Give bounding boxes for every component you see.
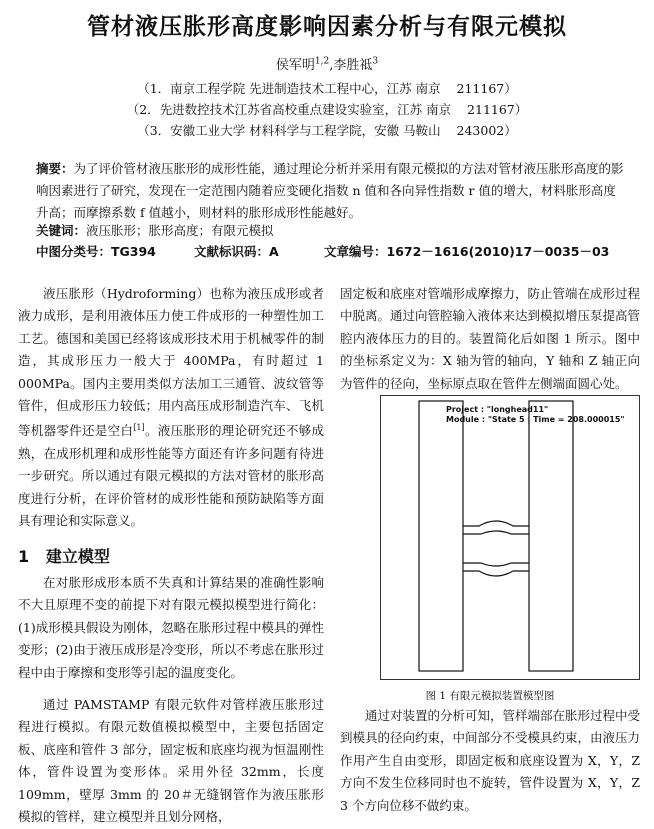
affiliation: （2．先进数控技术江苏省高校重点建设实验室，江苏 南京 211167） xyxy=(126,102,528,117)
keywords-text: 液压胀形；胀形高度；有限元模拟 xyxy=(86,223,274,238)
intro-text: 液压胀形（Hydroforming）也称为液压成形或者液力成形，是利用液体压力使工件成形的一种塑性加工工艺。德国和美国已经将该成形技术用于机械零件的制造，其成形压力一般大于 400MPa，有时超过 1 000MPa。国内主要用类似方法加工三通管、波纹管等管件，但成形压力较低；用内高压成形制造汽车、飞机等机器零件还是空白 xyxy=(18,286,324,439)
section-heading: 1 建立模型 xyxy=(18,547,110,566)
affiliation: （1．南京工程学院 先进制造技术工程中心，江苏 南京 211167） xyxy=(137,81,517,96)
author-name: 李胜祗 xyxy=(333,58,373,73)
clc-number: 中图分类号：TG394 xyxy=(36,244,156,259)
body-paragraph: 通过对装置的分析可知，管样端部在胀形过程中受到模具的径向约束，中间部分不受模具约束，由液压力作用产生自由变形，即固定板和底座设置为 X，Y，Z 方向不发生位移同时也不旋转，管件设置为 X，Y，Z 3 个方向位移不做约束。 xyxy=(340,708,641,813)
tube-inner-bottom xyxy=(463,563,529,566)
author-separator: , xyxy=(329,58,334,73)
tube-bottom-edge xyxy=(463,571,529,576)
die-model-drawing xyxy=(381,396,639,679)
article-number: 文章编号：1672－1616(2010)17－0035－03 xyxy=(324,244,610,259)
abstract-label: 摘要： xyxy=(36,161,74,176)
affiliation: （3．安徽工业大学 材料科学与工程学院，安徽 马鞍山 243002） xyxy=(137,123,517,138)
left-fixed-plate xyxy=(419,401,463,671)
model-figure xyxy=(380,395,640,680)
document-code: 文献标识码：A xyxy=(194,244,279,259)
tube-top-edge xyxy=(463,521,529,526)
tube-inner-top xyxy=(463,531,529,534)
body-paragraph: 固定板和底座对管端形成摩擦力，防止管端在成形过程中脱离。通过向管腔输入液体来达到模拟增压泵提高管腔内液体压力的目的。装置简化后如图 1 所示。图中的坐标系定义为：X 轴为管的轴向，Y 轴和 Z 轴正向为管件的径向，坐标原点取在管件左侧端面圆心处。 xyxy=(340,286,641,391)
figure-caption: 图 1 有限元模拟装置模型图 xyxy=(425,690,555,702)
right-base xyxy=(529,401,573,671)
author-affiliation-mark: 1,2 xyxy=(314,56,330,67)
intro-text-continued: 。液压胀形的理论研究还不够成熟，在成形机理和成形性能等方面还有许多问题有待进一步研究。所以通过有限元模拟的方法对管材的胀形高度进行分析，在评价管材的成形性能和预防缺陷等方面具有理论和实际意义。 xyxy=(18,423,324,529)
author-name: 侯军明 xyxy=(275,58,315,73)
figure-project-label: Project : "longhead11" xyxy=(446,405,549,414)
keywords xyxy=(36,221,626,239)
body-paragraph: 在对胀形成形本质不失真和计算结果的准确性影响不大且原理不变的前提下对有限元模拟模型进行简化：(1)成形模具假设为刚体，忽略在胀形过程中模具的弹性变形；(2)由于液压成形是冷变形，所以不考虑在胀形过程中由于摩擦和变形等引起的温度变化。 xyxy=(18,575,324,680)
paper-title: 管材液压胀形高度影响因素分析与有限元模拟 xyxy=(87,14,567,40)
authors xyxy=(0,54,654,73)
citation: [1] xyxy=(133,423,145,433)
keywords-label: 关键词： xyxy=(36,223,87,238)
figure-module-label: Module : "State 5 | Time = 208.000015" xyxy=(446,415,625,424)
author-affiliation-mark: 3 xyxy=(372,56,379,67)
intro-paragraph xyxy=(18,283,324,533)
abstract xyxy=(36,158,626,224)
body-paragraph: 通过 PAMSTAMP 有限元软件对管样液压胀形过程进行模拟。有限元数值模拟模型中，主要包括固定板、底座和管件 3 部分，固定板和底座均视为恒温刚性体，管件设置为变形体。采用外径 32mm，长度 109mm，壁厚 3mm 的 20＃无缝钢管作为液压胀形模拟的管样，建立模型并且划分网格， xyxy=(18,697,324,825)
abstract-text: 为了评价管材液压胀形的成形性能，通过理论分析并采用有限元模拟的方法对管材液压胀形高度的影响因素进行了研究，发现在一定范围内随着应变硬化指数 n 值和各向异性指数 r 值的增大，材料胀形高度升高；而摩擦系数 f 值越小，则材料的胀形成形性能越好。 xyxy=(36,161,624,220)
